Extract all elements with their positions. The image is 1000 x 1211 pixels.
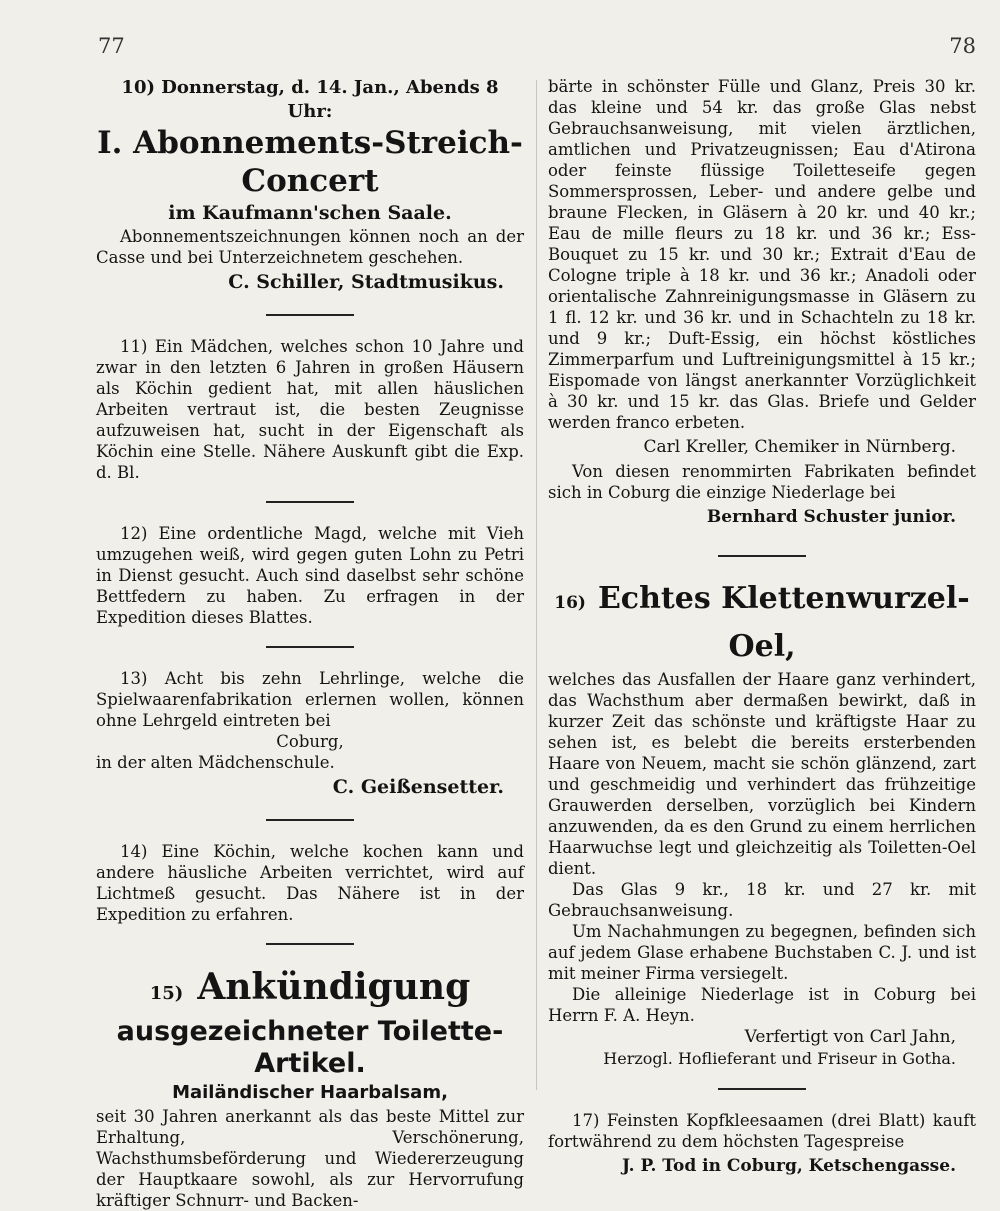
ad-10-subtitle: im Kaufmann'schen Saale. <box>168 202 452 224</box>
ad-15-text: seit 30 Jahren anerkannt als das beste Mittel zur Erhaltung, Verschönerung, Wachsthumsbeförderung und Wiedererzeugung der Hauptkaare sowohl, als zur Hervorrufung kräftiger Schnurr- und Backen- <box>96 1107 524 1210</box>
ad-11-text: 11) Ein Mädchen, welches schon 10 Jahre und zwar in den letzten 6 Jahren in großen Häusern als Köchin gedient hat, mit allen häuslichen Arbeiten vertraut ist, die besten Zeugnisse aufzuweisen hat, sucht in der Eigenschaft als Köchin eine Stelle. Nähere Auskunft gibt die Exp. d. Bl. <box>96 337 524 482</box>
separator <box>266 646 354 648</box>
right-column <box>548 76 976 1180</box>
ad-10-header: 10) Donnerstag, d. 14. Jan., Abends 8 Uhr: <box>121 77 499 122</box>
ad-13-place: Coburg, <box>276 732 344 751</box>
ad-15-cont-text: bärte in schönster Fülle und Glanz, Preis 30 kr. das kleine und 54 kr. das große Glas nebst Gebrauchsanweisung, mit vielen ärztlichen, amtlichen und Privatzeugnissen; Eau d'Atirona oder feinste flüssige Toiletteseife gegen Sommersprossen, Leber- und andere gelbe und braune Flecken, in Gläsern à 20 kr. und 40 kr.; Eau de mille fleurs zu 18 kr. und 36 kr.; Ess-Bouquet zu 15 kr. und 30 kr.; Extrait d'Eau de Cologne triple à 18 kr. und 36 kr.; Anadoli oder orientalische Zahnreinigungsmasse in Gläsern zu 1 fl. 12 kr. und 36 kr. und in Schachteln zu 18 kr. und 9 kr.; Duft-Essig, ein höchst köstliches Zimmerparfum und Luftreinigungsmittel à 15 kr.; Eispomade von längst anerkannter Vorzüglichkeit à 30 kr. und 15 kr. das Glas. Briefe und Gelder werden franco erbeten. <box>548 77 976 432</box>
ad-14 <box>96 841 524 925</box>
ad-10-text: Abonnementszeichnungen können noch an der Casse und bei Unterzeichnetem geschehen. <box>96 227 524 267</box>
ad-13-signature: C. Geißensetter. <box>332 776 504 798</box>
ad-16-text4: Die alleinige Niederlage ist in Coburg bei Herrn F. A. Heyn. <box>548 985 976 1025</box>
column-divider <box>536 80 537 1090</box>
ad-13 <box>96 668 524 801</box>
ad-15-continued <box>548 76 976 531</box>
ad-15-title-text: Ankündigung <box>197 966 471 1008</box>
ad-11 <box>96 336 524 483</box>
ad-16-title <box>548 577 976 669</box>
ad-17-signature: J. P. Tod in Coburg, Ketschengasse. <box>621 1156 956 1176</box>
ad-16-title-text: Echtes Klettenwurzel-Oel, <box>597 581 970 664</box>
ad-16 <box>548 577 976 1070</box>
ad-16-number: 16) <box>554 593 586 613</box>
ad-10 <box>96 76 524 296</box>
ad-15-title <box>96 965 524 1016</box>
ad-12-text: 12) Eine ordentliche Magd, welche mit Vieh umzugehen weiß, wird gegen guten Lohn zu Petri in Dienst gesucht. Auch sind daselbst sehr schöne Bettfedern zu haben. Zu erfragen in der Expedition dieses Blattes. <box>96 524 524 627</box>
separator <box>266 314 354 316</box>
ad-15-title2: ausgezeichneter Toilette-Artikel. <box>116 1016 504 1079</box>
ad-10-signature: C. Schiller, Stadtmusikus. <box>228 271 504 293</box>
separator <box>266 501 354 503</box>
page-number-left: 77 <box>98 34 125 58</box>
separator <box>718 1088 806 1090</box>
ad-16-signature: Verfertigt von Carl Jahn, <box>744 1027 956 1047</box>
ad-10-title: I. Abonnements-Streich-Concert <box>97 125 523 199</box>
ad-15-cont-text2: Von diesen renommirten Fabrikaten befindet sich in Coburg die einzige Niederlage bei <box>548 462 976 502</box>
ad-16-text3: Um Nachahmungen zu begegnen, befinden sich auf jedem Glase erhabene Buchstaben C. J. und ist mit meiner Firma versiegelt. <box>548 922 976 983</box>
ad-15-cont-signature2: Bernhard Schuster junior. <box>706 507 956 527</box>
ad-13-place2: in der alten Mädchenschule. <box>96 753 335 772</box>
ad-17 <box>548 1110 976 1180</box>
ad-15-number: 15) <box>149 983 184 1004</box>
separator <box>266 943 354 945</box>
left-column <box>96 76 524 1211</box>
ad-12 <box>96 523 524 628</box>
ad-17-text: 17) Feinsten Kopfkleesaamen (drei Blatt) kauft fortwährend zu dem höchsten Tagespreise <box>548 1111 976 1151</box>
ad-14-text: 14) Eine Köchin, welche kochen kann und andere häusliche Arbeiten verrichtet, wird auf Lichtmeß gesucht. Das Nähere ist in der Expedition zu erfahren. <box>96 842 524 924</box>
ad-16-text: welches das Ausfallen der Haare ganz verhindert, das Wachsthum aber dermaßen bewirkt, daß in kurzer Zeit das schönste und kräftigste Haar zu sehen ist, es belebt die bereits ersterbenden Haare von Neuem, macht sie schön glänzend, zart und geschmeidig und verhindert das frühzeitige Grauwerden derselben, vorzüglich bei Kindern anzuwenden, da es den Grund zu einem herrlichen Haarwuchse legt und gleichzeitig als Toiletten-Oel dient. <box>548 670 976 878</box>
ad-13-text: 13) Acht bis zehn Lehrlinge, welche die Spielwaarenfabrikation erlernen wollen, können ohne Lehrgeld eintreten bei <box>96 669 524 730</box>
ad-16-text2: Das Glas 9 kr., 18 kr. und 27 kr. mit Gebrauchsanweisung. <box>548 880 976 920</box>
separator <box>266 819 354 821</box>
ad-15-subtitle: Mailändischer Haarbalsam, <box>172 1082 448 1103</box>
ad-16-signature2: Herzogl. Hoflieferant und Friseur in Gotha. <box>603 1049 956 1068</box>
page-number-right: 78 <box>949 34 976 58</box>
ad-15 <box>96 965 524 1211</box>
ad-15-cont-signature: Carl Kreller, Chemiker in Nürnberg. <box>643 437 956 457</box>
separator <box>718 555 806 557</box>
